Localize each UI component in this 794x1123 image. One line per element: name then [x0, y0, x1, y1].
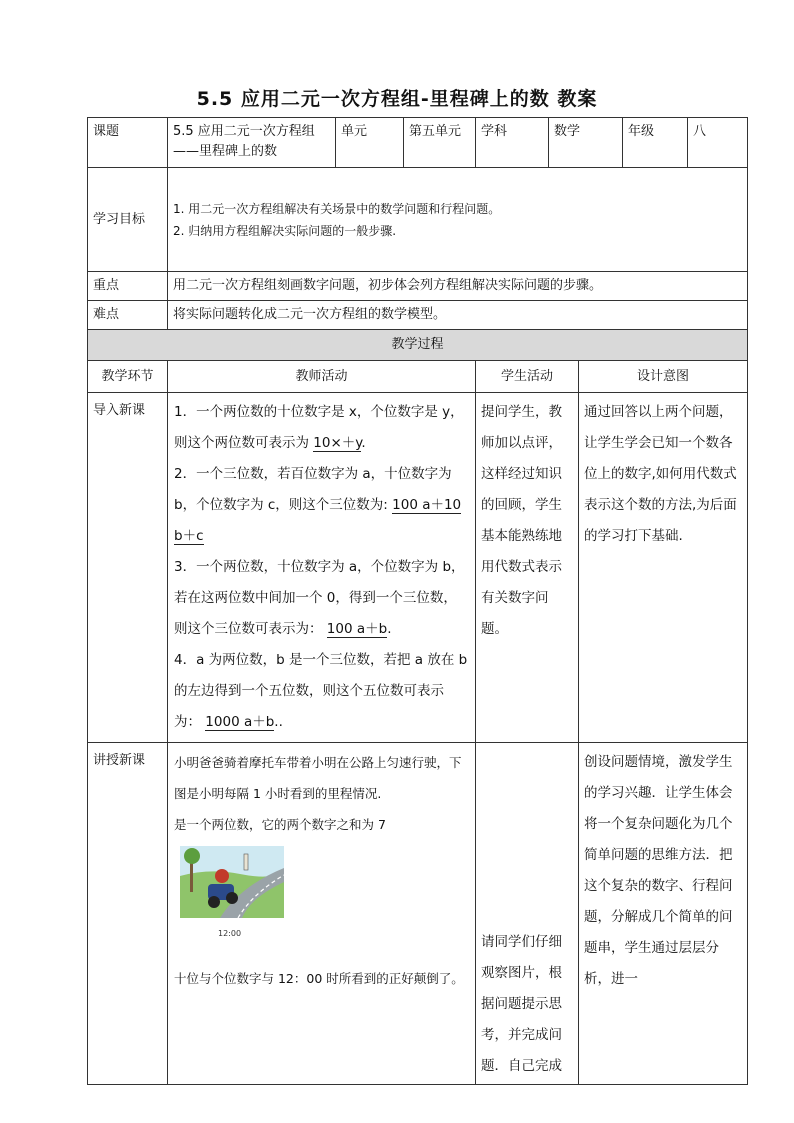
column-header-intent: 设计意图 — [579, 361, 748, 393]
page-title: 5.5 应用二元一次方程组-里程碑上的数 教案 — [196, 88, 598, 110]
question-4: 4．a 为两位数，b 是一个三位数，若把 a 放在 b 的左边得到一个五位数，则这个五位数可表示为： — [174, 652, 468, 730]
grade-value: 八 — [688, 118, 748, 168]
topic-label: 课题 — [88, 118, 168, 168]
objective-item: 2. 归纳用方程组解决实际问题的一般步骤. — [173, 223, 397, 238]
unit-label: 单元 — [336, 118, 404, 168]
question-1: 1．一个两位数的十位数字是 x，个位数字是 y，则这个两位数可表示为 — [174, 404, 464, 451]
answer-4: 1000 a＋b — [205, 714, 275, 730]
teacher-activity — [168, 743, 476, 1085]
lecture-paragraph-2: 是一个两位数，它的两个数字之和为 7 — [174, 817, 386, 832]
unit-value: 第五单元 — [404, 118, 476, 168]
subject-value: 数学 — [549, 118, 623, 168]
process-header: 教学过程 — [88, 330, 748, 361]
key-point-row — [88, 272, 748, 301]
lecture-paragraph-3: 十位与个位数字与 12：00 时所看到的正好颠倒了。 — [174, 971, 464, 986]
section-name: 导入新课 — [88, 393, 168, 743]
column-header-student: 学生活动 — [476, 361, 579, 393]
column-header-stage: 教学环节 — [88, 361, 168, 393]
teacher-activity: 1．一个两位数的十位数字是 x，个位数字是 y，则这个两位数可表示为 10×＋y. 2．一个三位数，若百位数字为 a，十位数字为 b，个位数字为 c，则这个三位数为: 100 a＋10 b＋c 3．一个两位数，十位数字为 a，个位数字为 b，若在这两位数中间加一个 0，得到一个三位数，则这个三位数可表示为： 100 a＋b. 4．a 为两位数，b 是一个三位数，若把 a 放在 b 的左边得到一个五位数，则这个五位数可表示为： 1000 a＋b.. — [168, 393, 476, 743]
column-header-row — [88, 361, 748, 393]
question-2: 2．一个三位数，若百位数字为 a，十位数字为 b，个位数字为 c，则这个三位数为: — [174, 466, 452, 513]
header-row — [88, 118, 748, 168]
difficulty-row — [88, 301, 748, 330]
answer-2: 100 a＋10 b＋c — [174, 497, 462, 544]
section-row-intro — [88, 393, 748, 743]
subject-label: 学科 — [476, 118, 549, 168]
key-point-text: 用二元一次方程组刻画数字问题，初步体会列方程组解决实际问题的步骤。 — [168, 272, 748, 301]
lesson-plan-table — [87, 117, 748, 1085]
difficulty-text: 将实际问题转化成二元一次方程组的数学模型。 — [168, 301, 748, 330]
difficulty-label: 难点 — [88, 301, 168, 330]
design-intent: 创设问题情境，激发学生的学习兴趣．让学生体会将一个复杂问题化为几个简单问题的思维方法．把这个复杂的数字、行程问题，分解成几个简单的问题串，学生通过层层分析，进一 — [579, 743, 748, 1085]
topic-value: 5.5 应用二元一次方程组——里程碑上的数 — [168, 118, 336, 168]
student-activity: 请同学们仔细观察图片，根据问题提示思考，并完成问题．自己完成 — [476, 743, 579, 1085]
section-row-lecture — [88, 743, 748, 1085]
grade-label: 年级 — [623, 118, 688, 168]
question-3: 3．一个两位数，十位数字为 a，个位数字为 b，若在这两位数中间加一个 0，得到一个三位数，则这个三位数可表示为： — [174, 559, 465, 637]
objectives-label: 学习目标 — [88, 168, 168, 272]
motorcycle-road-image — [180, 846, 284, 918]
answer-3: 100 a＋b — [326, 621, 388, 637]
objective-item: 1. 用二元一次方程组解决有关场景中的数学问题和行程问题。 — [173, 201, 501, 216]
design-intent: 通过回答以上两个问题，让学生学会已知一个数各位上的数字,如何用代数式表示这个数的方法,为后面的学习打下基础. — [579, 393, 748, 743]
objectives-list — [168, 168, 748, 272]
answer-1: 10×＋y — [313, 435, 362, 451]
process-header-row — [88, 330, 748, 361]
objectives-row — [88, 168, 748, 272]
key-point-label: 重点 — [88, 272, 168, 301]
column-header-teacher: 教师活动 — [168, 361, 476, 393]
image-caption: 12:00 — [218, 929, 242, 938]
lecture-paragraph-1: 小明爸爸骑着摩托车带着小明在公路上匀速行驶，下图是小明每隔 1 小时看到的里程情况. — [174, 755, 462, 801]
section-name: 讲授新课 — [88, 743, 168, 1085]
student-activity: 提问学生，教师加以点评，这样经过知识的回顾，学生基本能熟练地用代数式表示有关数字问题。 — [476, 393, 579, 743]
